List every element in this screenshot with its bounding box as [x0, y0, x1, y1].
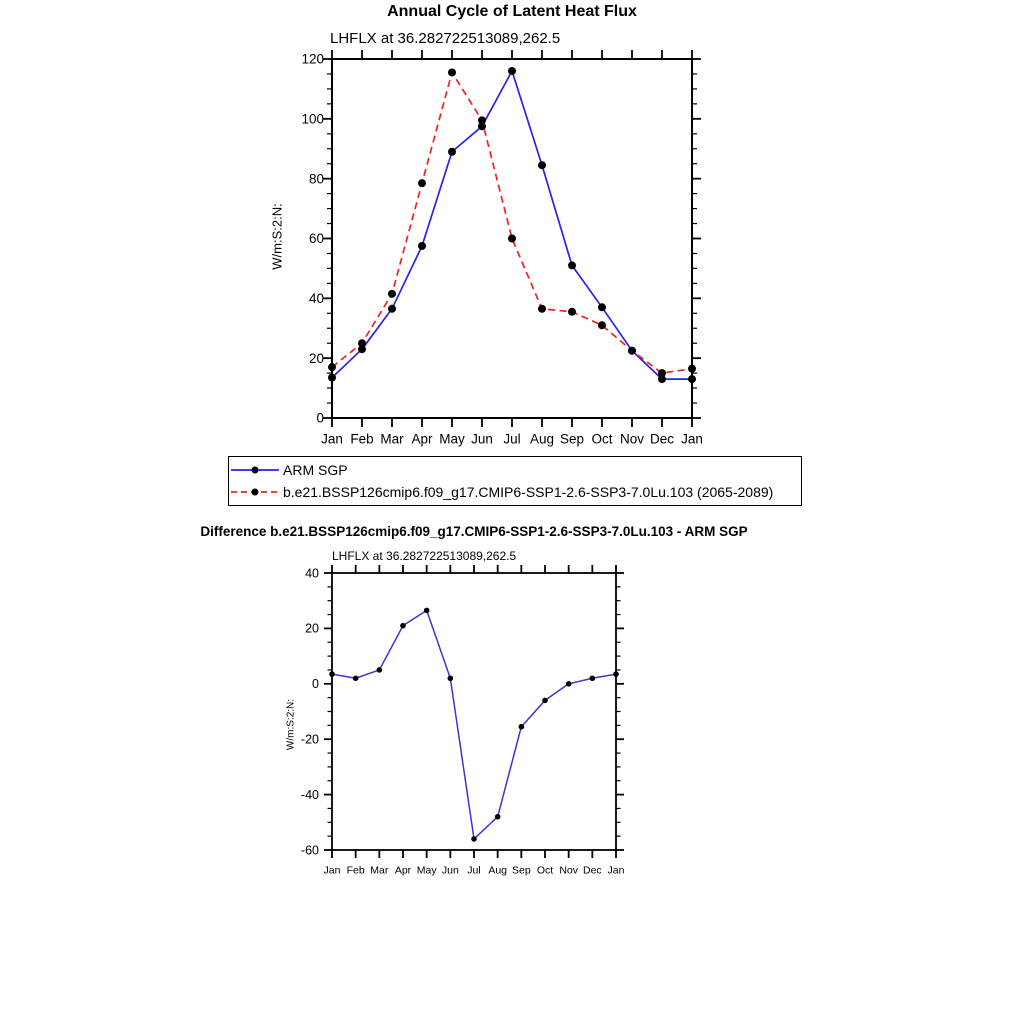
data-point [568, 261, 576, 269]
x-tick-label: Apr [411, 431, 433, 447]
legend-entry-arm-sgp [229, 459, 801, 481]
x-tick-label: Dec [582, 864, 602, 877]
data-point [519, 724, 525, 730]
data-point [471, 836, 477, 842]
y-tick-label: -40 [300, 787, 319, 802]
data-point [628, 347, 636, 355]
chart1-title: Annual Cycle of Latent Heat Flux [387, 3, 637, 20]
data-point [495, 814, 501, 820]
x-tick-label: Oct [536, 864, 554, 877]
x-tick-label: Jan [321, 431, 343, 447]
data-point [590, 675, 596, 681]
x-tick-label: Aug [529, 431, 555, 447]
data-point [688, 365, 696, 373]
legend-label: b.e21.BSSP126cmip6.f09_g17.CMIP6-SSP1-2.6-SSP3-7.0Lu.103 (2065-2089) [283, 484, 774, 500]
x-tick-label: Jun [471, 431, 493, 447]
data-point [418, 179, 426, 187]
plot-border [332, 573, 616, 850]
data-point [377, 667, 383, 673]
x-tick-label: Nov [559, 864, 579, 877]
x-tick-label: Feb [350, 431, 374, 447]
data-point [418, 242, 426, 250]
legend-line-sample-blue [229, 464, 281, 476]
data-point [388, 305, 396, 313]
x-tick-label: Oct [591, 431, 613, 447]
data-point [448, 148, 456, 156]
series-line-1 [332, 72, 692, 373]
y-tick-label: 0 [316, 410, 324, 426]
y-tick-label: 40 [305, 566, 319, 581]
x-tick-label: Jun [441, 864, 459, 877]
chart2-y-axis-label: W/m:S:2:N: [285, 698, 297, 751]
x-tick-label: Sep [511, 864, 531, 877]
data-point [598, 321, 606, 329]
x-tick-label: Jan [681, 431, 703, 447]
y-tick-label: 40 [308, 290, 324, 306]
data-point [424, 608, 430, 614]
data-point [568, 308, 576, 316]
x-tick-label: Apr [394, 864, 412, 877]
chart2-subtitle: LHFLX at 36.282722513089,262.5 [332, 549, 517, 563]
data-point [400, 623, 406, 629]
legend-sample-marker [252, 489, 259, 496]
data-point [658, 369, 666, 377]
y-tick-label: 80 [308, 171, 324, 187]
data-point [448, 68, 456, 76]
data-point [508, 67, 516, 75]
chart2-title: Difference b.e21.BSSP126cmip6.f09_g17.CMIP6-SSP1-2.6-SSP3-7.0Lu.103 - ARM SGP [200, 524, 748, 539]
data-point [358, 339, 366, 347]
legend-line-sample-red [229, 486, 281, 498]
data-point [353, 675, 359, 681]
x-tick-label: Dec [649, 431, 675, 447]
data-point [508, 235, 516, 243]
legend-box [228, 456, 802, 506]
x-tick-label: May [439, 431, 465, 447]
y-tick-label: 100 [301, 111, 324, 127]
chart1-subtitle: LHFLX at 36.282722513089,262.5 [330, 30, 561, 47]
x-tick-label: Sep [559, 431, 585, 447]
x-tick-label: Jan [323, 864, 341, 877]
chart-1 [301, 565, 625, 877]
x-tick-label: Jul [467, 864, 481, 877]
chart-0 [301, 50, 702, 447]
data-point [613, 671, 619, 677]
x-tick-label: Aug [488, 864, 508, 877]
data-point [688, 375, 696, 383]
x-tick-label: Mar [380, 431, 404, 447]
series-line-0 [332, 71, 692, 379]
y-tick-label: 20 [308, 350, 324, 366]
data-point [538, 305, 546, 313]
data-point [478, 116, 486, 124]
series-line-0 [332, 610, 616, 839]
x-tick-label: Jul [503, 431, 521, 447]
x-tick-label: Mar [370, 864, 389, 877]
data-point [542, 698, 548, 704]
legend-entry-model [229, 481, 801, 503]
y-tick-label: -20 [300, 732, 319, 747]
y-tick-label: 0 [312, 677, 319, 692]
legend-sample-marker [252, 467, 259, 474]
y-tick-label: 60 [308, 231, 324, 247]
data-point [598, 303, 606, 311]
y-tick-label: 20 [305, 621, 319, 636]
data-point [538, 161, 546, 169]
data-point [329, 671, 335, 677]
data-point [566, 681, 572, 687]
data-point [328, 363, 336, 371]
data-point [448, 675, 454, 681]
data-point [388, 290, 396, 298]
x-tick-label: Jan [607, 864, 625, 877]
x-tick-label: Nov [619, 431, 645, 447]
chart1-y-axis-label: W/m:S:2:N: [269, 203, 285, 270]
x-tick-label: Feb [346, 864, 365, 877]
y-tick-label: -60 [300, 843, 319, 858]
y-tick-label: 120 [301, 51, 324, 67]
x-tick-label: May [416, 864, 437, 877]
legend-label: ARM SGP [283, 462, 348, 478]
data-point [328, 374, 336, 382]
